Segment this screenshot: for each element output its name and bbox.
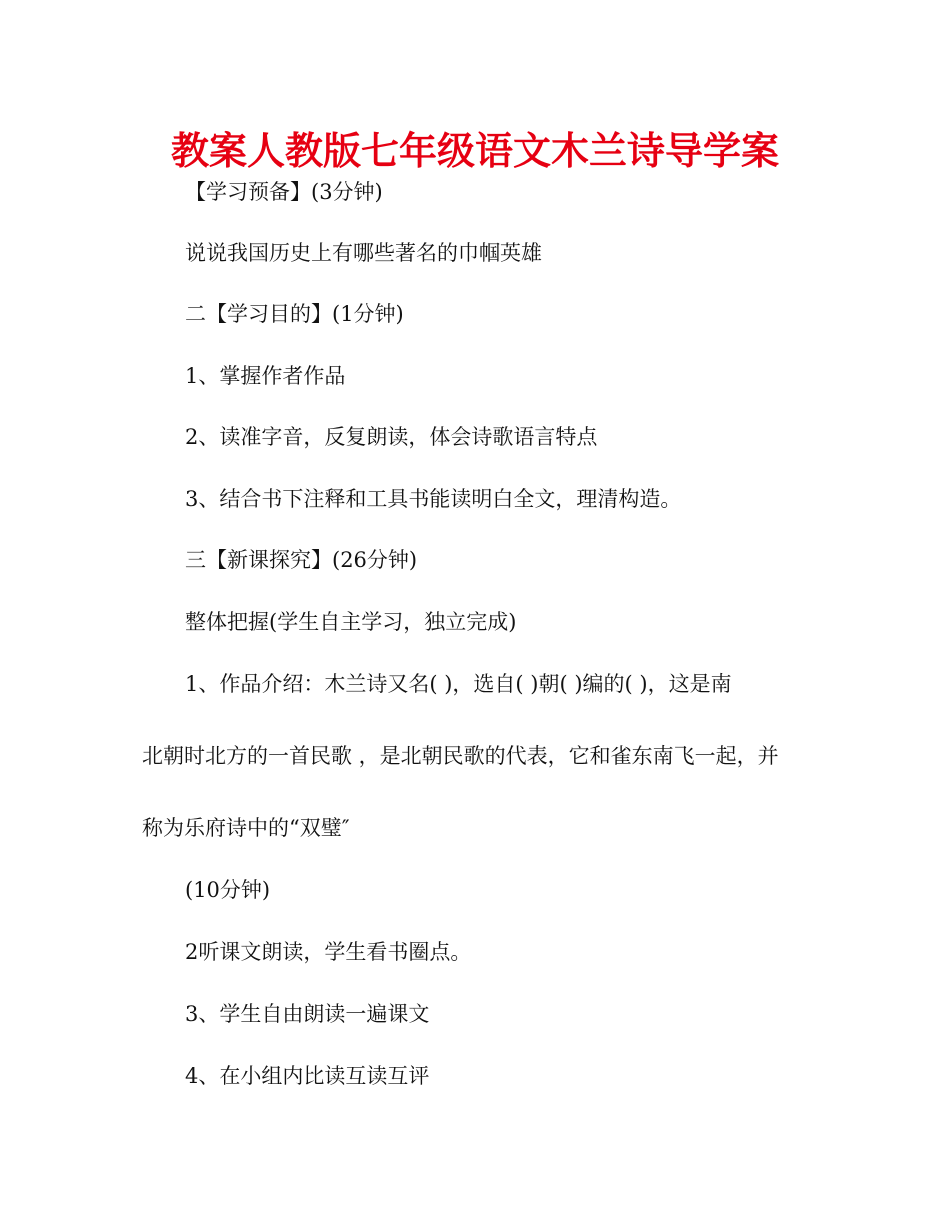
paragraph-line: 整体把握(学生自主学习，独立完成) bbox=[185, 610, 517, 634]
paragraph-line: 说说我国历史上有哪些著名的巾帼英雄 bbox=[185, 241, 542, 265]
paragraph-line: 3、学生自由朗读一遍课文 bbox=[185, 1002, 430, 1026]
goal-item: 3、结合书下注释和工具书能读明白全文，理清构造。 bbox=[185, 487, 682, 511]
paragraph-line: (10分钟) bbox=[185, 878, 271, 902]
paragraph-line: 称为乐府诗中的“双璧″ bbox=[142, 816, 350, 840]
paragraph-line: 4、在小组内比读互读互评 bbox=[185, 1064, 430, 1088]
section-exploration-heading: 三【新课探究】(26分钟) bbox=[185, 548, 418, 572]
paragraph-line: 1、作品介绍：木兰诗又名( )，选自( )朝( )编的( )，这是南 bbox=[185, 672, 732, 696]
goal-item: 1、掌握作者作品 bbox=[185, 364, 346, 388]
paragraph-line: 2听课文朗读，学生看书圈点。 bbox=[185, 940, 472, 964]
paragraph-line: 北朝时北方的一首民歌 ，是北朝民歌的代表，它和雀东南飞一起，并 bbox=[142, 744, 779, 768]
goal-item: 2、读准字音，反复朗读，体会诗歌语言特点 bbox=[185, 425, 598, 449]
section-goals-heading: 二【学习目的】(1分钟) bbox=[185, 302, 404, 326]
document-title: 教案人教版七年级语文木兰诗导学案 bbox=[170, 129, 779, 173]
section-preparation-heading: 【学习预备】(3分钟) bbox=[185, 180, 383, 204]
